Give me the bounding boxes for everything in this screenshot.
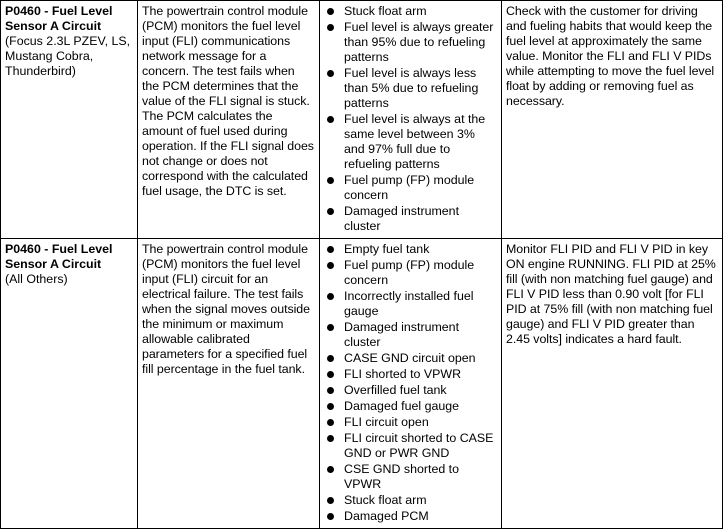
list-item [324,66,497,111]
cause-text: Fuel pump (FP) module concern [344,173,475,202]
bullet-icon [327,262,334,269]
dtc-code-title: P0460 - Fuel Level Sensor A Circuit [5,242,113,271]
dtc-action-cell: Monitor FLI PID and FLI V PID in key ON engine RUNNING. FLI PID at 25% fill (with non matching fuel gauge) and FLI V PID less than 0.90 volt [for FLI PID at 75% fill (with non matching fuel gauge) and FLI V PID greater than 2.45 volts] indicates a hard fault. [502,239,723,529]
list-item [324,242,497,257]
cause-text: Damaged fuel gauge [344,399,460,413]
list-item [324,320,497,350]
list-item [324,367,497,382]
bullet-icon [327,24,334,31]
cause-text: Fuel level is always at the same level between 3% and 97% full due to refueling patterns [344,112,486,171]
bullet-icon [327,466,334,473]
dtc-action-cell: Check with the customer for driving and fueling habits that would keep the fuel level at approximately the same value. Monitor the FLI and FLI V PIDs while attempting to move the fuel level float by adding or removing fuel as necessary. [502,1,723,239]
bullet-icon [327,177,334,184]
list-item [324,173,497,203]
cause-text: FLI circuit shorted to CASE GND or PWR GND [344,431,494,460]
cause-text: CSE GND shorted to VPWR [344,462,460,491]
bullet-icon [327,355,334,362]
causes-list [324,242,497,524]
list-item [324,399,497,414]
bullet-icon [327,70,334,77]
cause-text: Incorrectly installed fuel gauge [344,289,474,318]
cause-text: Empty fuel tank [344,242,430,256]
cause-text: Stuck float arm [344,493,427,507]
cause-text: CASE GND circuit open [344,351,476,365]
cause-text: FLI circuit open [344,415,429,429]
dtc-applies-to: (All Others) [5,272,68,286]
list-item [324,258,497,288]
bullet-icon [327,116,334,123]
bullet-icon [327,8,334,15]
cause-text: Damaged instrument cluster [344,204,460,233]
dtc-code-cell [1,239,138,529]
cause-text: Fuel pump (FP) module concern [344,258,475,287]
list-item [324,431,497,461]
cause-text: Fuel level is always greater than 95% due to refueling patterns [344,20,494,64]
list-item [324,415,497,430]
list-item [324,493,497,508]
bullet-icon [327,293,334,300]
table-row [1,239,723,529]
list-item [324,351,497,366]
bullet-icon [327,497,334,504]
bullet-icon [327,371,334,378]
bullet-icon [327,435,334,442]
list-item [324,204,497,234]
list-item [324,289,497,319]
cause-text: Damaged instrument cluster [344,320,460,349]
list-item [324,4,497,19]
dtc-applies-to: (Focus 2.3L PZEV, LS, Mustang Cobra, Thunderbird) [5,34,131,78]
bullet-icon [327,513,334,520]
dtc-code-title: P0460 - Fuel Level Sensor A Circuit [5,4,113,33]
table-row [1,1,723,239]
cause-text: Fuel level is always less than 5% due to refueling patterns [344,66,479,110]
list-item [324,383,497,398]
list-item [324,20,497,65]
bullet-icon [327,403,334,410]
dtc-description-cell: The powertrain control module (PCM) monitors the fuel level input (FLI) circuit for an electrical failure. The test fails when the signal moves outside the minimum or maximum allowable calibrated parameters for a specified fuel fill percentage in the fuel tank. [138,239,320,529]
cause-text: Overfilled fuel tank [344,383,447,397]
cause-text: Stuck float arm [344,4,427,18]
bullet-icon [327,387,334,394]
dtc-causes-cell [320,239,502,529]
cause-text: Damaged PCM [344,509,429,523]
cause-text: FLI shorted to VPWR [344,367,462,381]
list-item [324,509,497,524]
list-item [324,462,497,492]
bullet-icon [327,324,334,331]
dtc-code-cell [1,1,138,239]
bullet-icon [327,246,334,253]
dtc-causes-cell [320,1,502,239]
bullet-icon [327,208,334,215]
dtc-description-cell: The powertrain control module (PCM) monitors the fuel level input (FLI) communications network message for a concern. The test fails when the PCM determines that the value of the FLI signal is stuck. The PCM calculates the amount of fuel used during operation. If the FLI signal does not change or does not correspond with the calculated fuel usage, the DTC is set. [138,1,320,239]
bullet-icon [327,419,334,426]
list-item [324,112,497,172]
causes-list [324,4,497,234]
